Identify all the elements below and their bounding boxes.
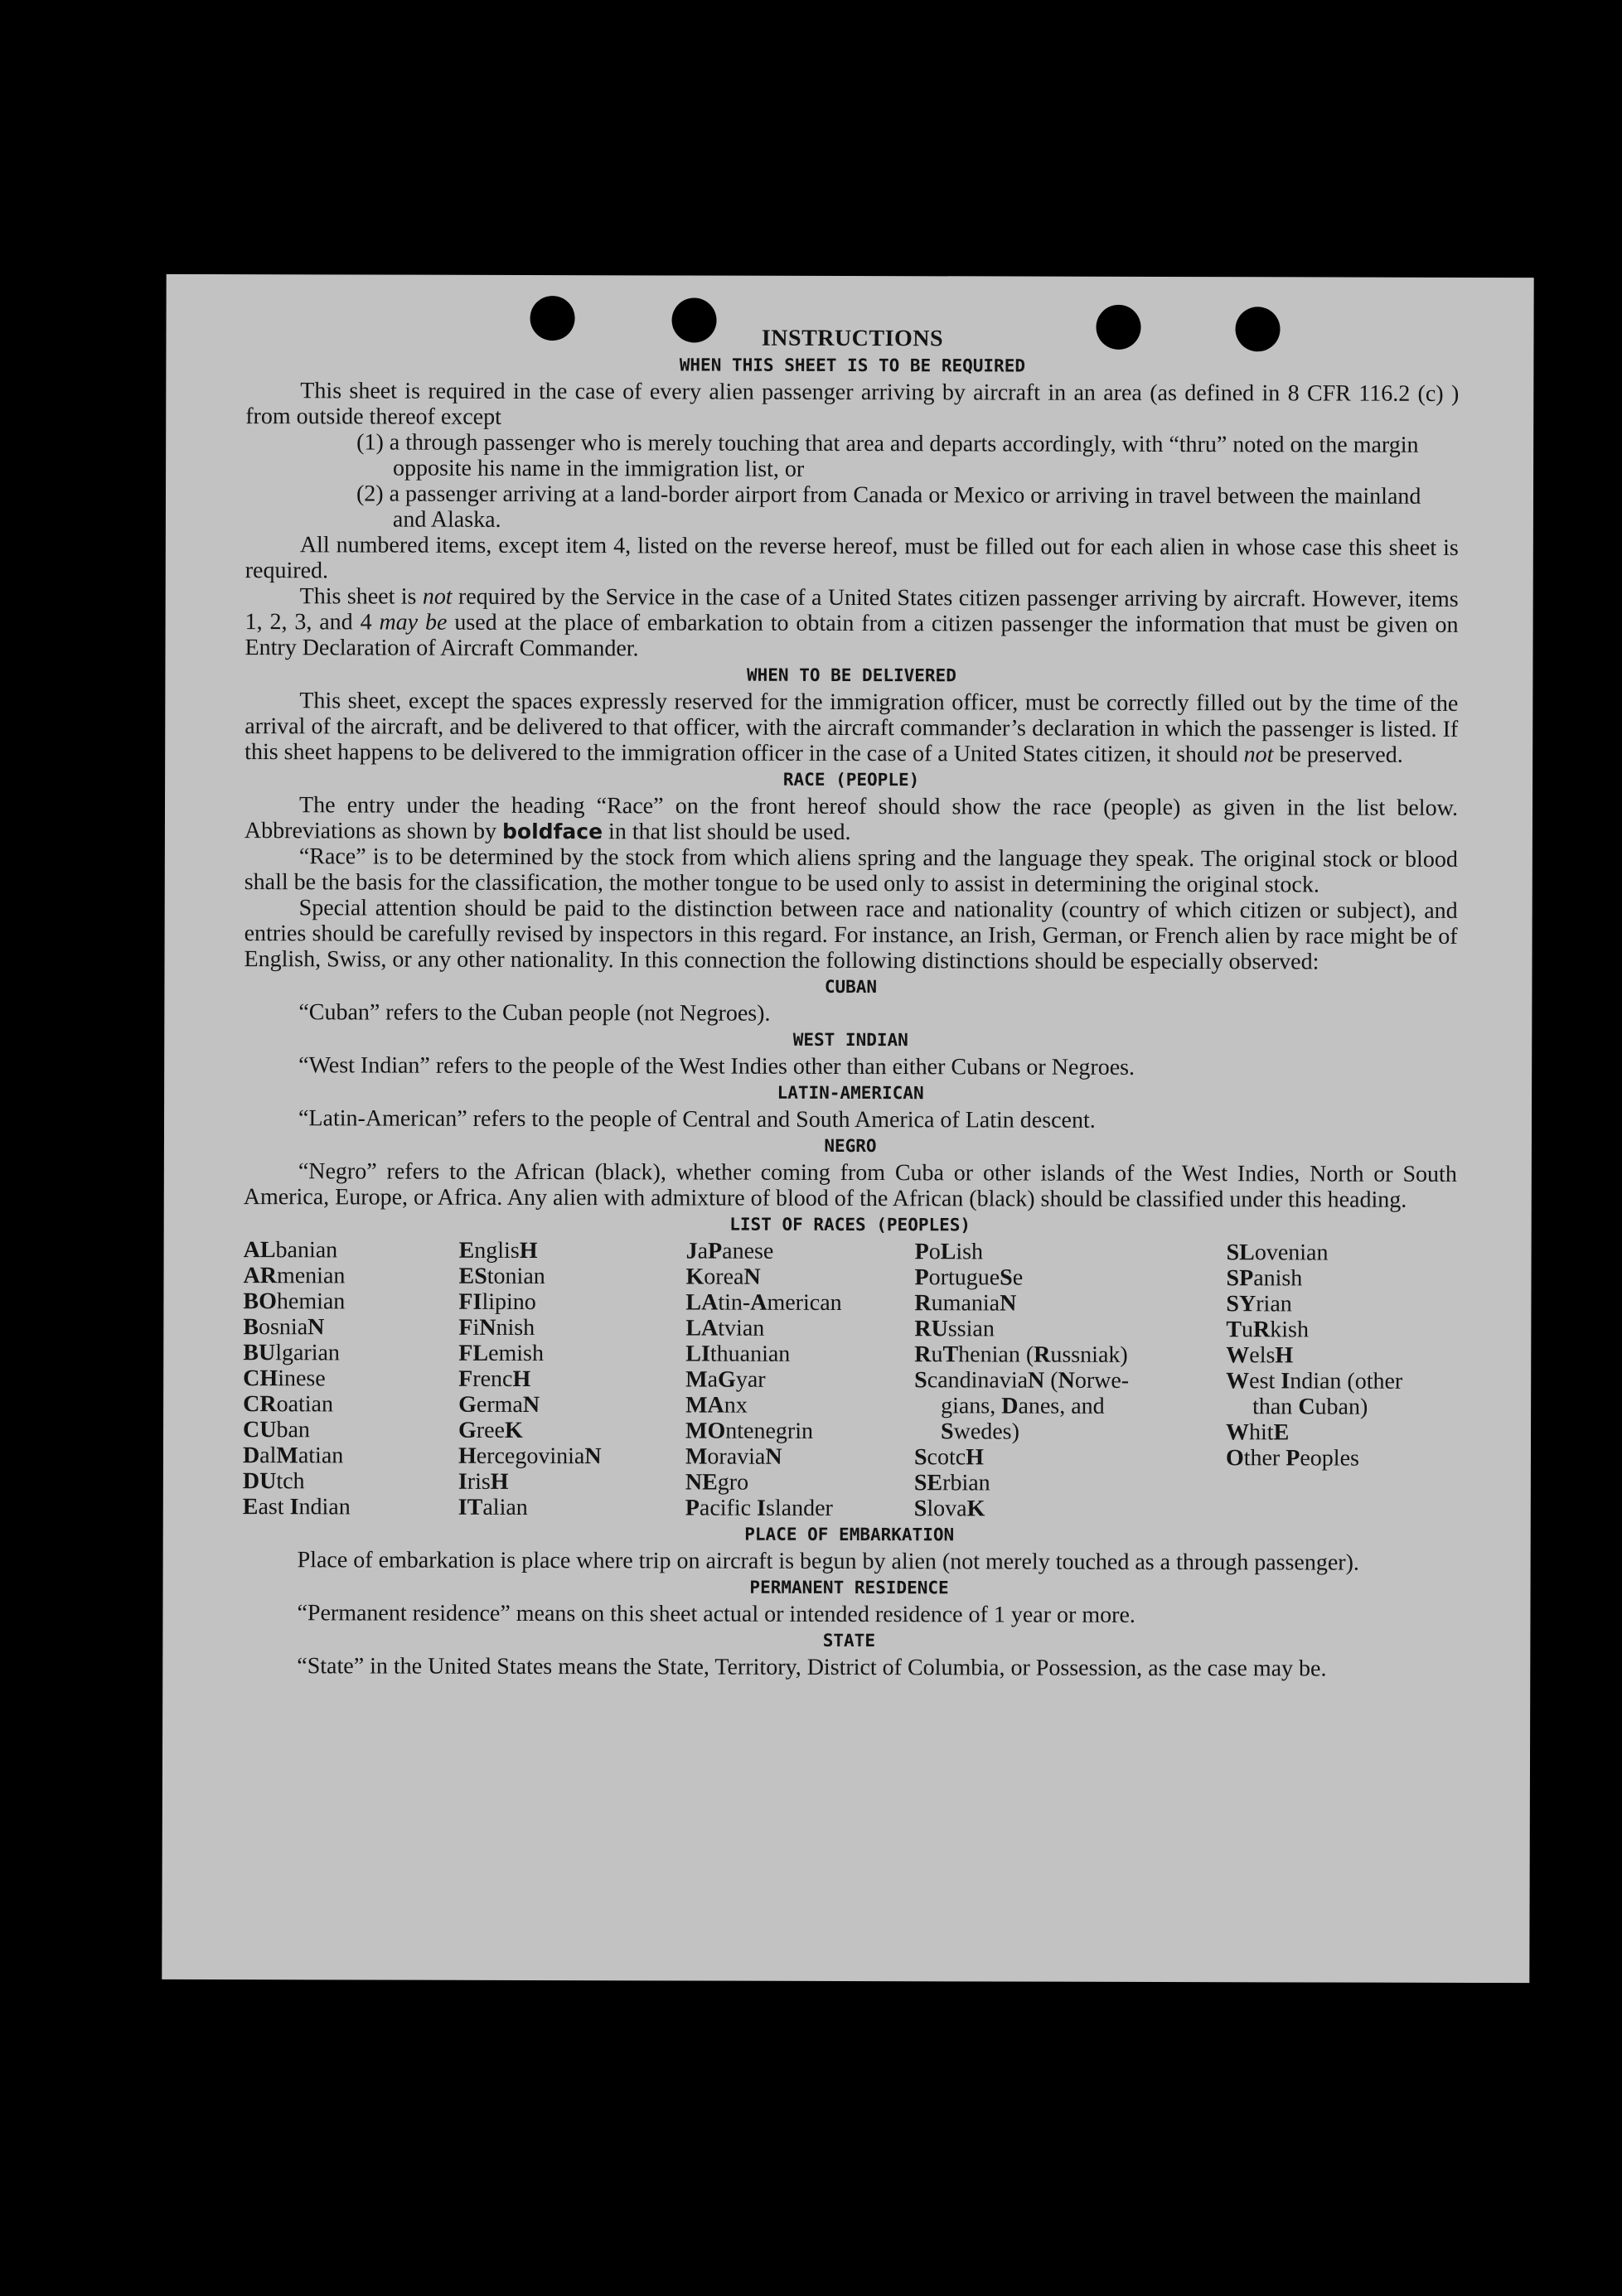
race-entry: SPanish bbox=[1226, 1265, 1303, 1292]
list-item: (2) a passenger arriving at a land-border airport from Canada or Mexico or arriving in travel between the mainland and Alaska. bbox=[356, 481, 1421, 533]
race-entry: LAtin-American bbox=[685, 1289, 842, 1316]
race-entry: LAtvian bbox=[685, 1315, 765, 1341]
text-run: required by the Service in the case of a United States citizen passenger arriving by aircraft. However, items 1, 2, 3, and 4 bbox=[245, 583, 1459, 636]
section-heading-race: RACE (PEOPLE) bbox=[782, 769, 920, 790]
paragraph: “Cuban” refers to the Cuban people (not Negroes). bbox=[298, 999, 771, 1027]
race-entry: FIlipino bbox=[458, 1288, 536, 1316]
races-column bbox=[914, 1239, 1227, 1522]
section-heading-residence: PERMANENT RESIDENCE bbox=[749, 1577, 949, 1598]
race-entry: SYrian bbox=[1226, 1291, 1292, 1317]
italic-run: not bbox=[422, 583, 453, 610]
race-entry: gians, Danes, and bbox=[941, 1393, 1105, 1419]
paragraph bbox=[245, 688, 1458, 768]
race-entry: CHinese bbox=[243, 1366, 326, 1392]
bold-run: boldface bbox=[501, 819, 603, 844]
race-entry: IrisH bbox=[458, 1468, 509, 1495]
paragraph: “West Indian” refers to the people of the West Indies other than either Cubans or Negroes. bbox=[298, 1052, 1135, 1080]
section-heading-races: LIST OF RACES (PEOPLES) bbox=[729, 1214, 971, 1235]
race-entry: ALbanian bbox=[243, 1237, 338, 1264]
paragraph: Special attention should be paid to the distinction between race and nationality (country of which citizen or subject), and entries should be carefully revised by inspectors in this regard. For instance, an Irish, German, or French alien by race might be of English, Swiss, or any other nationality. In this connection the following distinctions should be especially observed: bbox=[244, 895, 1458, 975]
race-entry: WhitE bbox=[1226, 1419, 1290, 1446]
race-entry: Swedes) bbox=[941, 1419, 1019, 1445]
paragraph: “State” in the United States means the State, Territory, District of Columbia, or Possession, as the case may be. bbox=[297, 1653, 1327, 1682]
race-entry: Other Peoples bbox=[1225, 1445, 1359, 1472]
race-entry: EnglisH bbox=[458, 1237, 538, 1264]
paragraph: “Negro” refers to the African (black), whether coming from Cuba or other islands of the West Indies, North or South America, Europe, or Africa. Any alien with admixture of blood of the African (black) should be classified under this heading. bbox=[243, 1158, 1457, 1213]
race-entry: CRoatian bbox=[243, 1391, 334, 1418]
text-run: This sheet, except the spaces expressly reserved for the immigration officer, must be correctly filled out by the time of the arrival of the aircraft, and be delivered to that officer, with the aircraft commander’s declaration in which the passenger is listed. If this sheet happens to be delivered to the immigration officer in the case of a United States citizen, it should bbox=[245, 688, 1459, 768]
document-sheet bbox=[162, 274, 1533, 1983]
list-item: (1) a through passenger who is merely touching that area and departs accordingly, with “thru” noted on the margin opposite his name in the immigration list, or bbox=[356, 429, 1419, 482]
race-entry: LIthuanian bbox=[685, 1341, 791, 1367]
race-entry: KoreaN bbox=[685, 1264, 761, 1290]
race-entry: MaGyar bbox=[685, 1366, 766, 1393]
paragraph: “Race” is to be determined by the stock from which aliens spring and the language they speak. The original stock or blood shall be the basis for the classification, the mother tongue to be used only to assist in determining the original stock. bbox=[244, 843, 1458, 898]
races-column bbox=[685, 1238, 915, 1521]
paragraph: All numbered items, except item 4, listed on the reverse hereof, must be filled out for each alien in whose case this sheet is required. bbox=[245, 532, 1459, 584]
section-heading-embarkation: PLACE OF EMBARKATION bbox=[744, 1524, 955, 1545]
section-heading-delivered: WHEN TO BE DELIVERED bbox=[746, 665, 956, 686]
race-entry: GermaN bbox=[458, 1391, 540, 1419]
races-column bbox=[458, 1238, 686, 1521]
text-run: The entry under the heading “Race” on the front hereof should show the race (people) as given in the list below. Abbreviations as shown by bbox=[244, 792, 1459, 844]
race-entry: ARmenian bbox=[243, 1263, 346, 1289]
race-entry: TuRkish bbox=[1226, 1317, 1310, 1343]
race-entry: NEgro bbox=[685, 1469, 749, 1496]
race-entry: BosniaN bbox=[243, 1314, 325, 1341]
race-entry: FiNnish bbox=[458, 1314, 535, 1341]
races-list bbox=[243, 1237, 1457, 1523]
section-heading-cuban: CUBAN bbox=[824, 976, 878, 998]
race-entry: West Indian (other bbox=[1226, 1368, 1403, 1395]
race-entry: JaPanese bbox=[685, 1238, 774, 1264]
race-entry: ScandinaviaN (Norwe- bbox=[914, 1367, 1130, 1394]
race-entry: FLemish bbox=[458, 1340, 545, 1367]
text-run: used at the place of embarkation to obtain from a citizen passenger the information that must be given on Entry Declaration of Aircraft Commander. bbox=[245, 609, 1459, 662]
race-entry: East Indian bbox=[242, 1494, 351, 1520]
race-entry: ITalian bbox=[458, 1494, 528, 1520]
race-entry: than Cuban) bbox=[1252, 1394, 1368, 1420]
section-heading-negro: NEGRO bbox=[824, 1135, 877, 1157]
race-entry: PortugueSe bbox=[914, 1264, 1024, 1291]
race-entry: MAnx bbox=[685, 1392, 748, 1419]
race-entry: BUlgarian bbox=[243, 1340, 341, 1366]
race-entry: MOntenegrin bbox=[685, 1418, 814, 1444]
race-entry: ScotcH bbox=[913, 1444, 985, 1471]
instructions-text bbox=[242, 324, 1459, 1682]
race-entry: SlovaK bbox=[913, 1496, 985, 1522]
paragraph: Place of embarkation is place where trip on aircraft is begun by alien (not merely touched as a through passenger). bbox=[297, 1547, 1359, 1576]
section-heading-latin-american: LATIN-AMERICAN bbox=[777, 1082, 924, 1104]
races-column bbox=[1226, 1240, 1457, 1523]
paragraph bbox=[245, 792, 1458, 847]
race-entry: RuThenian (Russniak) bbox=[914, 1341, 1128, 1368]
italic-run: not bbox=[1243, 742, 1274, 768]
page-title: INSTRUCTIONS bbox=[761, 325, 944, 352]
race-entry: DalMatian bbox=[242, 1443, 344, 1469]
race-entry: SLovenian bbox=[1226, 1240, 1329, 1266]
text-run: in that list should be used. bbox=[603, 819, 851, 846]
race-entry: Pacific Islander bbox=[685, 1495, 833, 1521]
race-entry: WelsH bbox=[1226, 1342, 1294, 1369]
race-entry: GreeK bbox=[458, 1417, 523, 1443]
section-heading-west-indian: WEST INDIAN bbox=[792, 1029, 908, 1051]
race-entry: HercegoviniaN bbox=[458, 1443, 602, 1470]
paragraph: “Permanent residence” means on this sheet actual or intended residence of 1 year or more. bbox=[297, 1600, 1135, 1628]
text-run: be preserved. bbox=[1273, 742, 1403, 768]
race-entry: CUban bbox=[243, 1417, 310, 1443]
text-run: This sheet is bbox=[299, 583, 423, 610]
race-entry: BOhemian bbox=[243, 1288, 346, 1315]
race-entry: RumaniaN bbox=[914, 1290, 1017, 1317]
paragraph: This sheet is required in the case of every alien passenger arriving by aircraft in an area (as defined in 8 CFR 116.2 (c) ) from outside thereof except bbox=[245, 378, 1460, 430]
race-entry: PoLish bbox=[914, 1239, 984, 1265]
race-entry: EStonian bbox=[458, 1263, 545, 1290]
race-entry: MoraviaN bbox=[685, 1443, 782, 1470]
races-column bbox=[243, 1237, 459, 1520]
race-entry: SErbian bbox=[913, 1470, 990, 1496]
race-entry: DUtch bbox=[242, 1468, 305, 1495]
paragraph bbox=[245, 583, 1458, 664]
paragraph: “Latin-American” refers to the people of Central and South America of Latin descent. bbox=[298, 1105, 1096, 1133]
race-entry: RUssian bbox=[914, 1316, 995, 1342]
section-heading-required: WHEN THIS SHEET IS TO BE REQUIRED bbox=[679, 355, 1026, 376]
italic-run: may be bbox=[379, 609, 448, 636]
race-entry: FrencH bbox=[458, 1366, 531, 1392]
section-heading-state: STATE bbox=[822, 1630, 876, 1651]
